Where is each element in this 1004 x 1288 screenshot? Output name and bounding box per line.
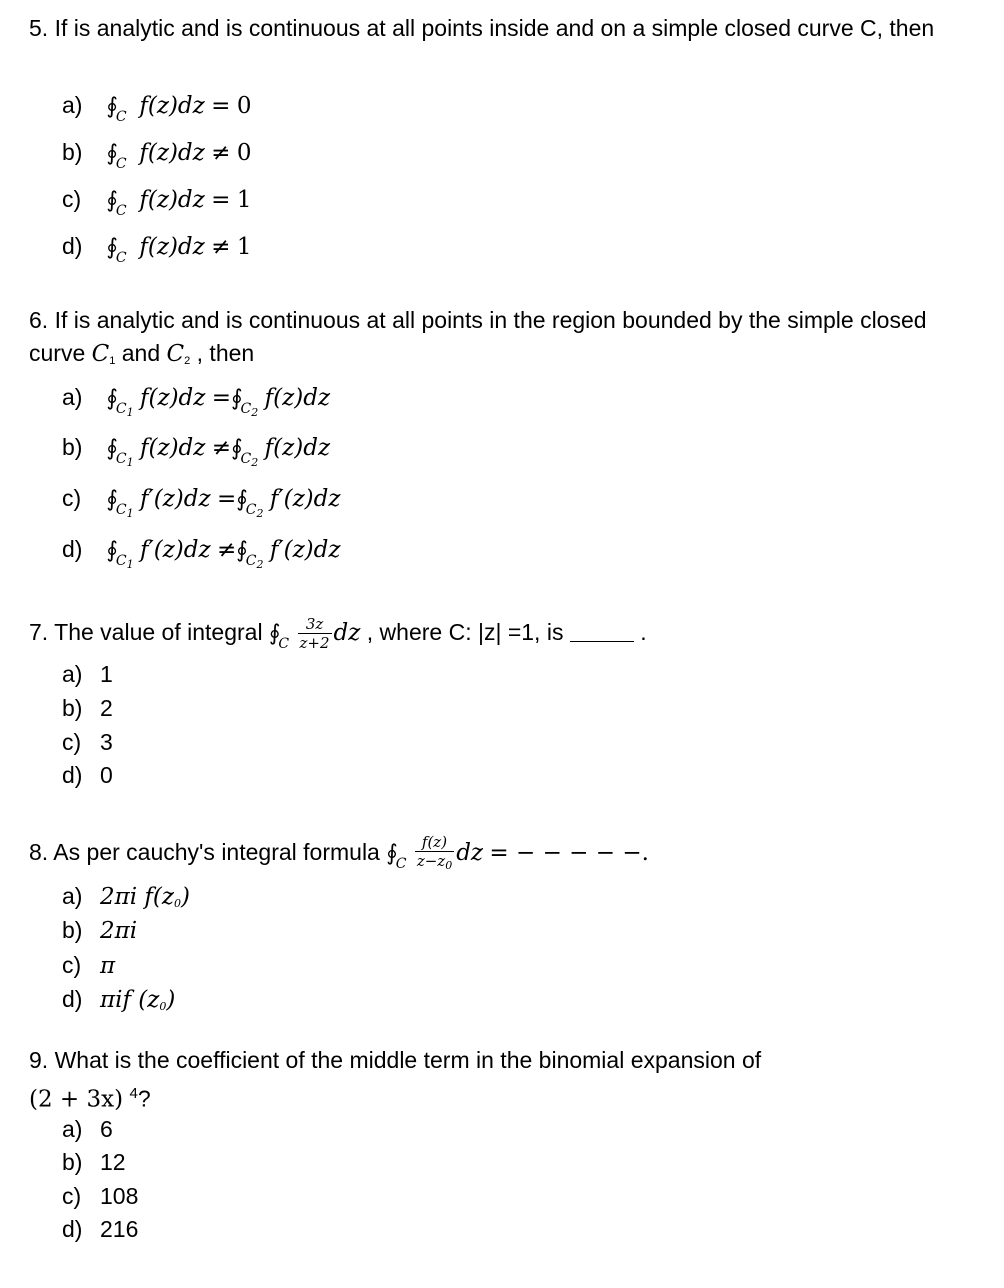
- option-label: b): [62, 139, 83, 165]
- lhs-integrand: f′(z)dz: [139, 486, 211, 512]
- question-7-condition: , where C: |z| =1, is: [360, 619, 570, 645]
- contour-integral-icon: ∮: [236, 487, 248, 512]
- fraction-denominator: [415, 852, 454, 875]
- lhs-integrand: f′(z)dz: [139, 537, 211, 563]
- q9-option-c[interactable]: [62, 1179, 138, 1213]
- sub-c: C: [245, 502, 257, 518]
- question-6: [29, 304, 979, 378]
- option-label: a): [62, 384, 83, 410]
- integrand-fraction: [415, 833, 454, 875]
- q6-option-d[interactable]: [62, 529, 341, 569]
- option-value: 6: [100, 1116, 113, 1142]
- sub-1: 1: [126, 456, 134, 469]
- relation: =: [211, 385, 232, 411]
- lhs-integrand: f(z)dz: [139, 435, 206, 461]
- option-value-text: 2πi f(z: [100, 884, 175, 910]
- question-7: [29, 610, 979, 666]
- q7-option-d[interactable]: [62, 758, 113, 792]
- integrand: f(z)dz: [139, 140, 205, 166]
- q8-option-d[interactable]: [62, 981, 175, 1017]
- sub-1: 1: [126, 507, 134, 520]
- rhs-value: 1: [236, 187, 252, 213]
- integral-subscript: C: [115, 203, 127, 219]
- option-label: b): [62, 917, 83, 943]
- fraction-numerator: 3z: [298, 615, 332, 634]
- integral-subscript: C: [278, 636, 290, 652]
- q6-option-a[interactable]: [62, 377, 330, 417]
- integral-subscript-c1: [116, 553, 134, 569]
- rhs-integrand: f′(z)dz: [269, 486, 341, 512]
- option-label: c): [62, 952, 82, 978]
- option-label: d): [62, 762, 83, 788]
- integral-subscript-c2: [246, 553, 264, 569]
- rhs-integrand: f′(z)dz: [269, 537, 341, 563]
- q9-option-d[interactable]: [62, 1212, 138, 1246]
- option-label: d): [62, 1216, 83, 1242]
- integral-subscript-c2: [241, 401, 259, 417]
- q9-option-b[interactable]: [62, 1145, 126, 1179]
- curve-c2: C: [166, 341, 185, 367]
- q7-option-a[interactable]: [62, 657, 113, 691]
- option-value: 2πi: [100, 918, 138, 944]
- curve-c1: C: [91, 341, 110, 367]
- integral-subscript: C: [115, 156, 127, 172]
- option-label: c): [62, 186, 82, 212]
- relation: =: [211, 93, 231, 119]
- denominator-text: z−z: [416, 851, 446, 870]
- option-value-close: ): [181, 884, 191, 910]
- exponent: 4: [129, 1085, 138, 1102]
- fraction-numerator: f(z): [415, 833, 454, 852]
- contour-integral-icon: ∮: [231, 436, 243, 461]
- option-label: a): [62, 661, 83, 687]
- curve-c2-subscript: 2: [184, 355, 191, 367]
- option-value-close: ): [166, 987, 176, 1013]
- sub-1: 1: [126, 406, 134, 419]
- question-7-period: .: [640, 619, 647, 645]
- relation: ≠: [217, 537, 237, 563]
- question-5: [29, 12, 979, 45]
- q5-option-c[interactable]: [62, 179, 251, 219]
- integral-subscript-c2: [246, 502, 264, 518]
- integrand: f(z)dz: [139, 234, 205, 260]
- question-6-and: and: [115, 340, 167, 366]
- rhs-value: 1: [236, 234, 252, 260]
- contour-integral-icon: ∮: [106, 94, 118, 119]
- rhs-integrand: f(z)dz: [264, 385, 331, 411]
- option-value: [100, 884, 190, 910]
- q5-option-b[interactable]: [62, 132, 251, 172]
- sub-c: C: [115, 553, 127, 569]
- option-label: a): [62, 883, 83, 909]
- option-value: 108: [100, 1183, 139, 1209]
- option-label: c): [62, 1183, 82, 1209]
- contour-integral-icon: ∮: [268, 621, 281, 646]
- option-label: b): [62, 1149, 83, 1175]
- option-label: d): [62, 233, 83, 259]
- contour-integral-icon: ∮: [386, 841, 398, 866]
- q8-option-a[interactable]: [62, 878, 190, 914]
- contour-integral-icon: ∮: [106, 235, 118, 260]
- sub-c: C: [240, 451, 252, 467]
- integral-subscript-c2: [241, 451, 259, 467]
- contour-integral-icon: ∮: [106, 386, 118, 411]
- contour-integral-icon: ∮: [106, 188, 118, 213]
- relation: =: [211, 187, 231, 213]
- option-label: c): [62, 729, 82, 755]
- question-mark: ?: [137, 1085, 151, 1112]
- sub-2: 2: [256, 558, 264, 571]
- relation: ≠: [211, 140, 231, 166]
- sub-c: C: [245, 553, 257, 569]
- question-6-text: 6. If is analytic and is continuous at all points in the region bounded by the simple closed curve: [29, 307, 927, 366]
- integrand-fraction: [298, 615, 332, 652]
- option-label: a): [62, 92, 83, 118]
- option-value: π: [100, 953, 116, 979]
- dz: dz: [333, 620, 361, 646]
- contour-integral-icon: ∮: [106, 141, 118, 166]
- q8-option-b[interactable]: [62, 912, 137, 948]
- sub-1: 1: [126, 558, 134, 571]
- relation: ≠: [211, 234, 231, 260]
- rhs-integrand: f(z)dz: [264, 435, 331, 461]
- integral-subscript: C: [115, 250, 127, 266]
- option-value: 216: [100, 1216, 139, 1242]
- lhs-integrand: f(z)dz: [139, 385, 206, 411]
- integral-subscript: C: [395, 856, 407, 872]
- option-label: c): [62, 485, 82, 511]
- integrand: f(z)dz: [139, 187, 205, 213]
- sub-2: 2: [251, 456, 259, 469]
- sub-c: C: [115, 401, 127, 417]
- answer-blank[interactable]: [570, 619, 634, 642]
- integral-subscript-c1: [116, 401, 134, 417]
- q5-option-d[interactable]: [62, 226, 251, 266]
- option-value-subscript: 0: [174, 897, 182, 910]
- q6-option-b[interactable]: [62, 427, 330, 467]
- question-9-expression: [29, 1077, 979, 1117]
- contour-integral-icon: ∮: [106, 538, 118, 563]
- rhs-value: 0: [236, 140, 252, 166]
- curve-c1-subscript: 1: [109, 355, 116, 367]
- option-value: 0: [100, 762, 113, 788]
- question-9-text: 9. What is the coefficient of the middle term in the binomial expansion of: [29, 1047, 762, 1073]
- integral-subscript-c1: [116, 451, 134, 467]
- option-value: 12: [100, 1149, 126, 1175]
- relation: ≠: [211, 435, 232, 461]
- integrand: f(z)dz: [139, 93, 205, 119]
- contour-integral-icon: ∮: [236, 538, 248, 563]
- binomial-expression: (2 + 3x): [29, 1086, 124, 1113]
- sub-2: 2: [256, 507, 264, 520]
- sub-2: 2: [251, 406, 259, 419]
- question-5-text: 5. If is analytic and is continuous at all points inside and on a simple closed curve C, then: [29, 15, 935, 41]
- option-value-text: πif (z: [100, 987, 160, 1013]
- contour-integral-icon: ∮: [106, 436, 118, 461]
- question-6-then: , then: [190, 340, 255, 366]
- contour-integral-icon: ∮: [106, 487, 118, 512]
- q7-option-b[interactable]: [62, 691, 113, 725]
- denominator-subscript: 0: [445, 858, 453, 872]
- sub-c: C: [240, 401, 252, 417]
- option-label: b): [62, 434, 83, 460]
- relation: =: [217, 486, 237, 512]
- option-value: [100, 987, 175, 1013]
- question-7-text: 7. The value of integral: [29, 619, 269, 645]
- q6-option-c[interactable]: [62, 478, 341, 518]
- q8-option-c[interactable]: [62, 947, 115, 983]
- answer-dashes: = − − − − −.: [489, 840, 649, 866]
- option-value-subscript: 0: [159, 1000, 167, 1013]
- option-value: 1: [100, 661, 113, 687]
- sub-c: C: [115, 502, 127, 518]
- option-label: b): [62, 695, 83, 721]
- question-8-text: 8. As per cauchy's integral formula: [29, 839, 387, 865]
- integral-subscript-c1: [116, 502, 134, 518]
- q7-option-c[interactable]: [62, 725, 113, 759]
- option-value: 2: [100, 695, 113, 721]
- option-value: 3: [100, 729, 113, 755]
- sub-c: C: [115, 451, 127, 467]
- q9-option-a[interactable]: [62, 1112, 113, 1146]
- fraction-denominator: z+2: [299, 634, 330, 653]
- q5-option-a[interactable]: [62, 85, 251, 125]
- dz: dz: [456, 840, 484, 866]
- rhs-value: 0: [236, 93, 252, 119]
- contour-integral-icon: ∮: [231, 386, 243, 411]
- integral-subscript: C: [115, 109, 127, 125]
- option-label: a): [62, 1116, 83, 1142]
- option-label: d): [62, 986, 83, 1012]
- option-label: d): [62, 536, 83, 562]
- question-9: [29, 1044, 979, 1117]
